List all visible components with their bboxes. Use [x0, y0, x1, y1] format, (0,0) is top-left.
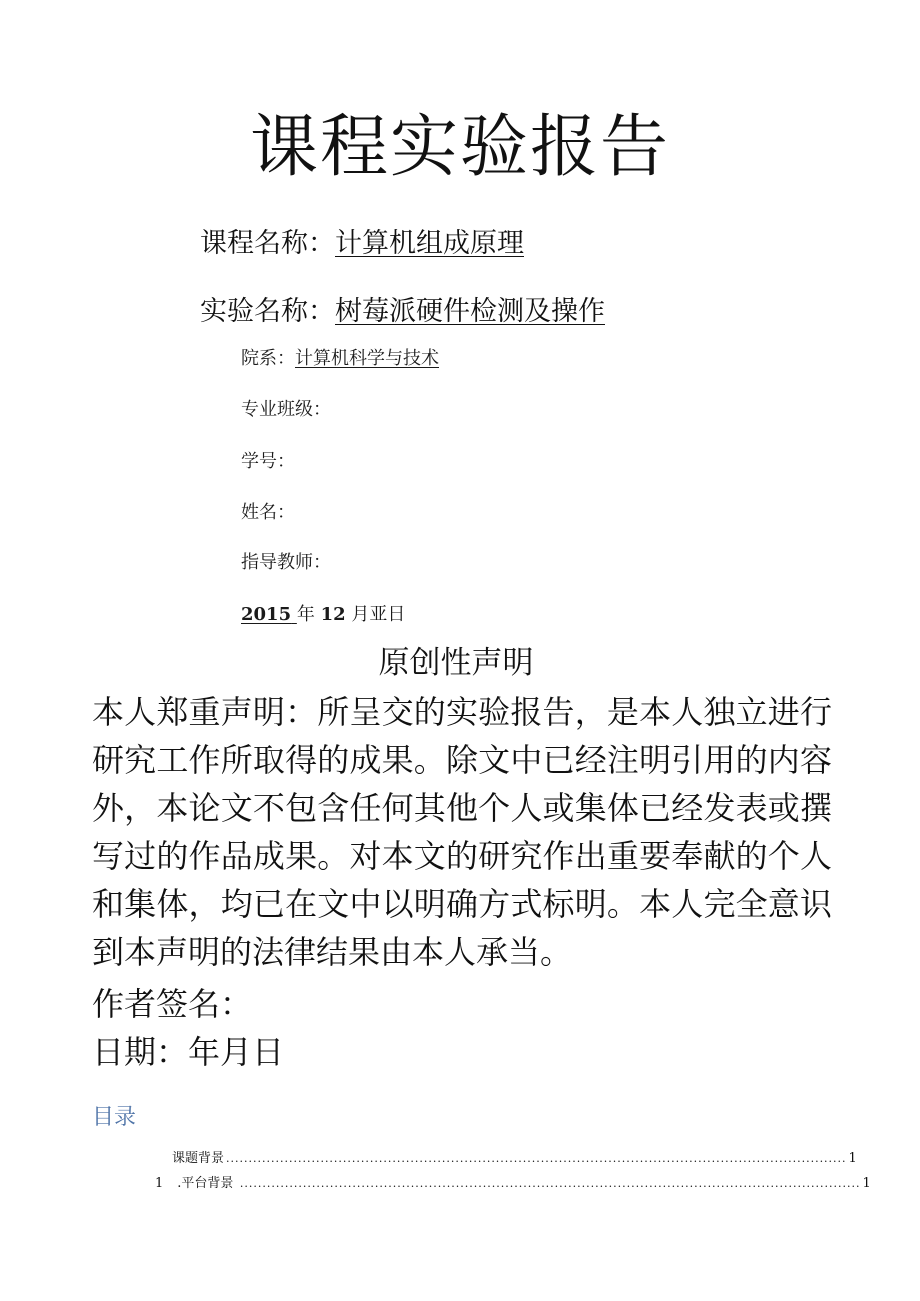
- toc-entry-title: 课题背景: [172, 1151, 225, 1166]
- course-name-label: 课程名称：: [200, 228, 335, 259]
- toc-entry-page: 1: [848, 1151, 857, 1166]
- toc-leader-dots: ..........................................................................................................................................: [235, 1177, 861, 1190]
- toc-heading: 目录: [92, 1105, 137, 1130]
- report-date-row: [241, 600, 405, 630]
- experiment-name-value: 树莓派硬件检测及操作: [335, 296, 605, 327]
- toc-entry-title: .平台背景: [177, 1176, 234, 1191]
- advisor-label: 指导教师：: [241, 552, 331, 573]
- department-label: 院系：: [241, 348, 295, 369]
- toc-leader-dots: ..........................................................................................................................................: [226, 1152, 847, 1165]
- advisor-row: [241, 548, 331, 578]
- toc-entry-page: 1: [862, 1176, 871, 1191]
- student-name-label: 姓名：: [241, 502, 295, 523]
- author-signature: 作者签名：: [92, 985, 253, 1023]
- document-title: 课程实验报告: [249, 108, 670, 187]
- date-month-unit: 月: [351, 604, 370, 625]
- class-row: [241, 395, 331, 425]
- experiment-name-label: 实验名称：: [200, 296, 335, 327]
- course-name-row: [200, 224, 524, 264]
- course-name-value: 计算机组成原理: [335, 228, 524, 259]
- department-value: 计算机科学与技术: [295, 348, 439, 369]
- class-label: 专业班级：: [241, 399, 331, 420]
- student-id-label: 学号：: [241, 451, 295, 472]
- date-day: 亚日: [369, 604, 406, 625]
- declaration-date: 日期：年月日: [92, 1033, 285, 1071]
- student-name-row: [241, 498, 295, 528]
- experiment-name-row: [200, 292, 605, 332]
- department-row: [241, 344, 439, 374]
- student-id-row: [241, 447, 295, 477]
- date-year: 2015: [241, 604, 292, 625]
- date-year-unit: 年: [296, 604, 315, 625]
- date-month: 12: [320, 604, 346, 625]
- declaration-title: 原创性声明: [378, 645, 534, 681]
- toc-entry[interactable]: [155, 1174, 871, 1194]
- declaration-body: 本人郑重声明：所呈交的实验报告，是本人独立进行研究工作所取得的成果。除文中已经注明引用的内容外，本论文不包含任何其他个人或集体已经发表或撰写过的作品成果。对本文的研究作出重要奉献的个人和集体，均已在文中以明确方式标明。本人完全意识到本声明的法律结果由本人承当。: [92, 693, 832, 971]
- toc-entry-number: 1: [155, 1176, 164, 1191]
- toc-entry[interactable]: [172, 1149, 857, 1169]
